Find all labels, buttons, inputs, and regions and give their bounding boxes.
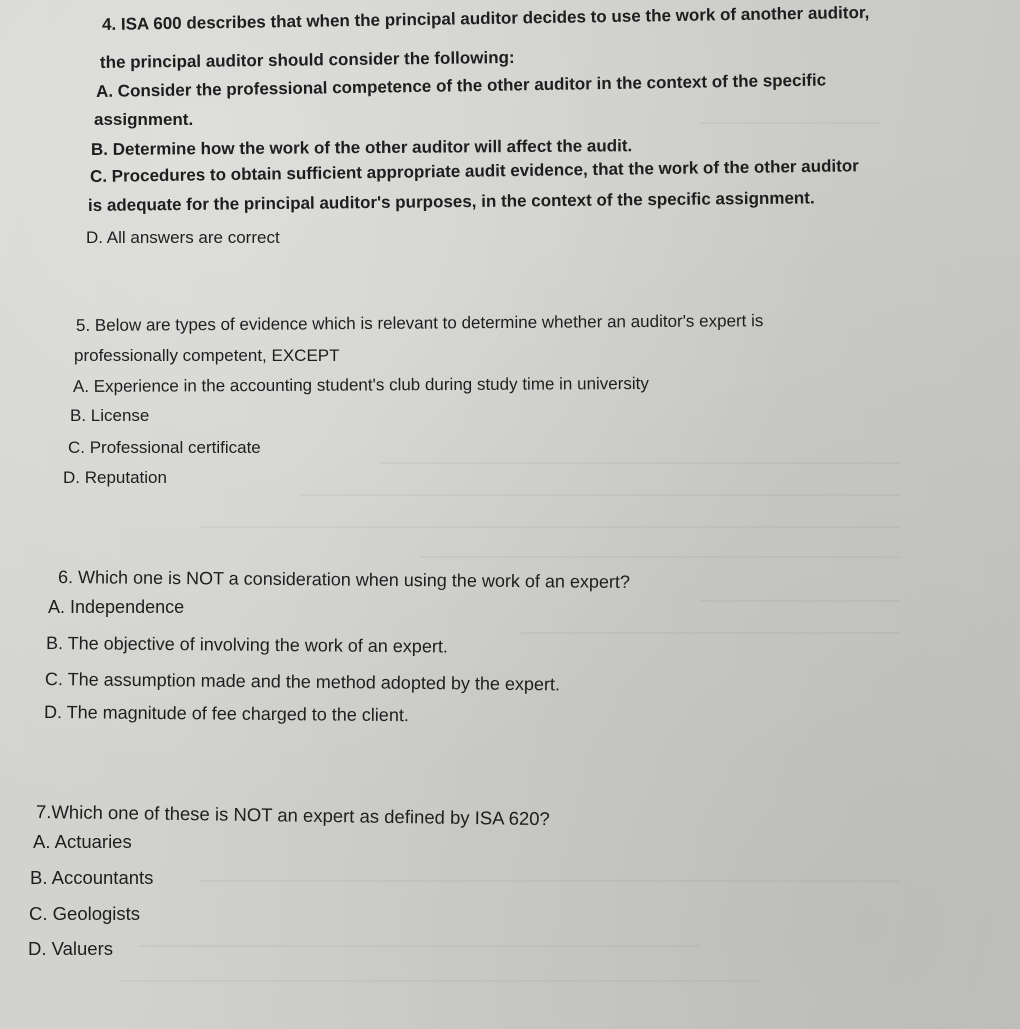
question-5-option-c: C. Professional certificate (68, 438, 261, 457)
question-4-stem-line-1: 4. ISA 600 describes that when the principal auditor decides to use the work of another auditor, (101, 2, 870, 34)
bleed-through-mark (380, 462, 900, 464)
question-4-option-b: B. Determine how the work of the other auditor will affect the audit. (90, 136, 633, 159)
bleed-through-mark (300, 494, 900, 496)
question-5-stem-line-1: 5. Below are types of evidence which is relevant to determine whether an auditor's expert is (75, 311, 764, 335)
bleed-through-mark (120, 980, 760, 982)
bleed-through-mark (140, 945, 700, 947)
question-5-option-d: D. Reputation (63, 468, 167, 487)
question-4-option-c-cont: is adequate for the principal auditor's purposes, in the context of the specific assignment. (87, 188, 815, 215)
question-4-option-d: D. All answers are correct (86, 228, 280, 247)
question-4-option-a-cont: assignment. (94, 110, 194, 129)
question-7-stem: 7.Which one of these is NOT an expert as defined by ISA 620? (35, 801, 550, 830)
question-4-option-c: C. Procedures to obtain sufficient appropriate audit evidence, that the work of the other auditor (89, 156, 859, 186)
question-6-option-d: D. The magnitude of fee charged to the client. (43, 702, 409, 726)
question-6-option-b: B. The objective of involving the work of an expert. (45, 633, 448, 657)
question-6-option-a: A. Independence (48, 597, 185, 617)
question-7-option-a: A. Actuaries (33, 831, 132, 852)
question-5-option-b: B. License (70, 406, 150, 425)
question-6-option-c: C. The assumption made and the method adopted by the expert. (44, 669, 561, 695)
question-4-stem-line-2: the principal auditor should consider the following: (99, 47, 515, 72)
question-5-option-a: A. Experience in the accounting student's club during study time in university (72, 373, 649, 396)
question-5-stem-line-2: professionally competent, EXCEPT (74, 346, 340, 365)
question-4-option-a: A. Consider the professional competence of the other auditor in the context of the specific (95, 70, 827, 101)
bleed-through-mark (420, 556, 900, 558)
bleed-through-mark (700, 122, 880, 124)
bleed-through-mark (700, 600, 900, 602)
bleed-through-mark (200, 880, 900, 882)
question-7-option-b: B. Accountants (30, 867, 154, 888)
bleed-through-mark (520, 632, 900, 634)
question-7-option-c: C. Geologists (29, 903, 141, 924)
question-7-option-d: D. Valuers (28, 938, 113, 959)
bleed-through-mark (200, 526, 900, 528)
question-6-stem: 6. Which one is NOT a consideration when using the work of an expert? (57, 567, 631, 592)
